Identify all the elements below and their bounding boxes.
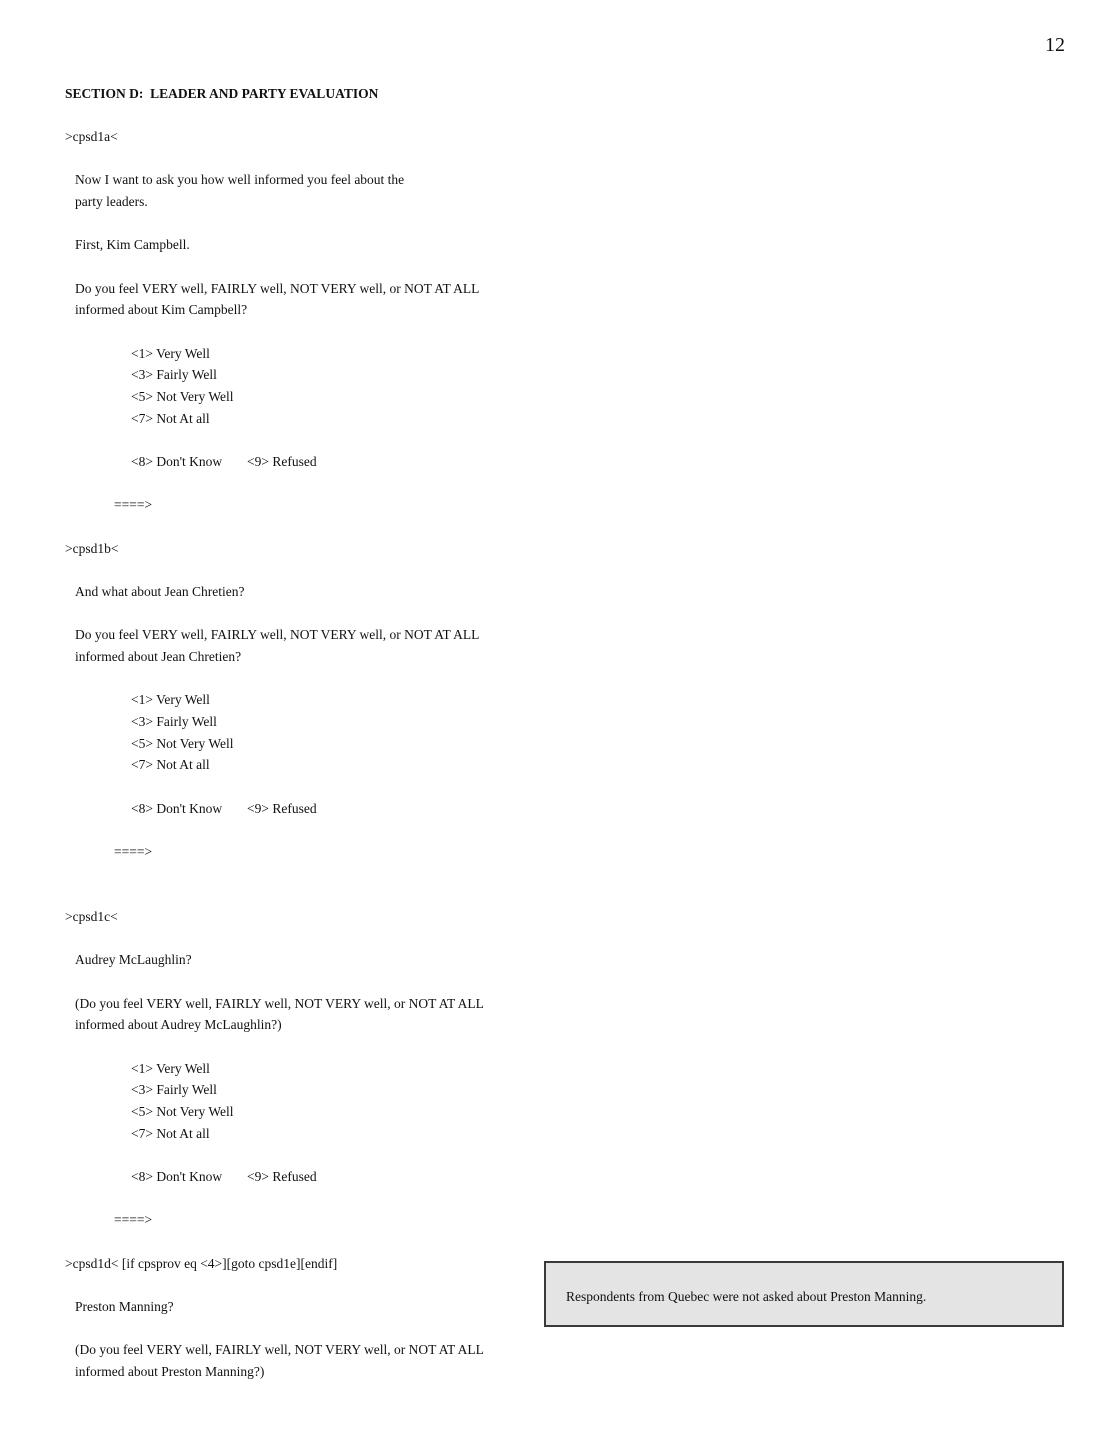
question-subject: Preston Manning? bbox=[75, 1299, 174, 1314]
answer-option-refused: <9> Refused bbox=[247, 1169, 317, 1184]
question-prompt: (Do you feel VERY well, FAIRLY well, NOT VERY well, or NOT AT ALL bbox=[75, 996, 484, 1011]
question-prompt: informed about Jean Chretien? bbox=[75, 649, 242, 664]
answer-option: <3> Fairly Well bbox=[131, 367, 217, 382]
note-box bbox=[544, 1261, 1064, 1327]
question-prompt: Do you feel VERY well, FAIRLY well, NOT VERY well, or NOT AT ALL bbox=[75, 281, 480, 296]
answer-option: <5> Not Very Well bbox=[131, 389, 234, 404]
question-prompt: informed about Kim Campbell? bbox=[75, 302, 248, 317]
section-title: SECTION D: LEADER AND PARTY EVALUATION bbox=[65, 86, 379, 101]
answer-option: <7> Not At all bbox=[131, 1126, 210, 1141]
answer-option-dont-know: <8> Don't Know bbox=[131, 801, 223, 816]
question-code: >cpsd1b< bbox=[65, 541, 119, 556]
question-subject: And what about Jean Chretien? bbox=[75, 584, 245, 599]
page-number: 12 bbox=[1045, 34, 1065, 56]
entry-arrow: ====> bbox=[114, 844, 153, 859]
answer-option: <7> Not At all bbox=[131, 411, 210, 426]
question-prompt: (Do you feel VERY well, FAIRLY well, NOT VERY well, or NOT AT ALL bbox=[75, 1342, 484, 1357]
question-intro: party leaders. bbox=[75, 194, 148, 209]
entry-arrow: ====> bbox=[114, 497, 153, 512]
entry-arrow: ====> bbox=[114, 1212, 153, 1227]
answer-option-refused: <9> Refused bbox=[247, 454, 317, 469]
question-prompt: informed about Audrey McLaughlin?) bbox=[75, 1017, 282, 1032]
question-code: >cpsd1c< bbox=[65, 909, 118, 924]
answer-option-dont-know: <8> Don't Know bbox=[131, 1169, 223, 1184]
answer-option: <3> Fairly Well bbox=[131, 1082, 217, 1097]
question-prompt: Do you feel VERY well, FAIRLY well, NOT VERY well, or NOT AT ALL bbox=[75, 627, 480, 642]
answer-option: <5> Not Very Well bbox=[131, 736, 234, 751]
question-prompt: informed about Preston Manning?) bbox=[75, 1364, 265, 1379]
answer-option: <5> Not Very Well bbox=[131, 1104, 234, 1119]
note-text: Respondents from Quebec were not asked about Preston Manning. bbox=[566, 1289, 927, 1304]
question-subject: Audrey McLaughlin? bbox=[75, 952, 192, 967]
question-code: >cpsd1d< [if cpsprov eq <4>][goto cpsd1e][endif] bbox=[65, 1256, 338, 1271]
answer-option-refused: <9> Refused bbox=[247, 801, 317, 816]
answer-option: <3> Fairly Well bbox=[131, 714, 217, 729]
answer-option-dont-know: <8> Don't Know bbox=[131, 454, 223, 469]
question-subject: First, Kim Campbell. bbox=[75, 237, 190, 252]
answer-option: <1> Very Well bbox=[131, 692, 210, 707]
answer-option: <1> Very Well bbox=[131, 1061, 210, 1076]
question-intro: Now I want to ask you how well informed you feel about the bbox=[75, 172, 405, 187]
answer-option: <7> Not At all bbox=[131, 757, 210, 772]
answer-option: <1> Very Well bbox=[131, 346, 210, 361]
question-code: >cpsd1a< bbox=[65, 129, 118, 144]
